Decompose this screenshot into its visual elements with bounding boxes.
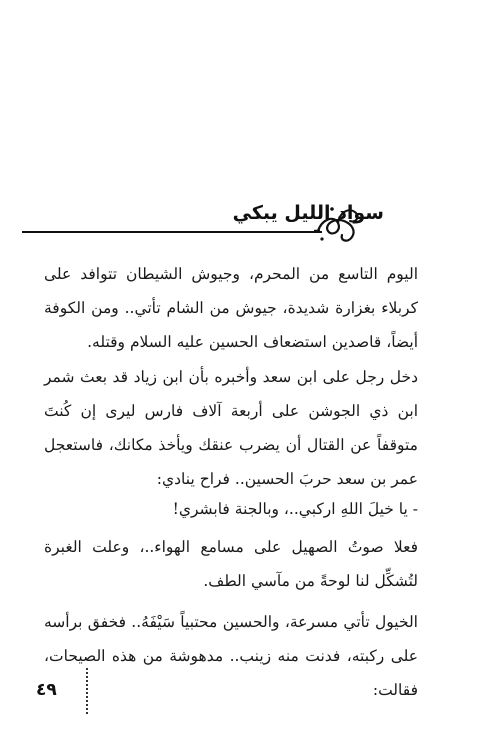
footer-dotted-rule [86,668,88,714]
chapter-title: سواد الليل يبكي [232,202,384,224]
paragraph-5: الخيول تأتي مسرعة، والحسين محتبياً سَيْفَهُ.. فخفق برأسه على ركبته، فدنت منه زينب.. مدهوشة من هذه الصيحات، فقالت: [44,613,418,699]
chapter-header [0,197,484,245]
quoted-call-line: - يا خيلَ اللهِ اركبي..، وبالجنة فابشري! [172,500,418,518]
page-number: ٤٩ [36,680,57,700]
header-rule [22,231,322,233]
paragraph-1: اليوم التاسع من المحرم، وجيوش الشيطان تتوافد على كربلاء بغزارة شديدة، جيوش من الشام تأتي.. ومن الكوفة أيضاً، قاصدين استضعاف الحسين عليه السلام وقتله. [44,265,418,351]
paragraph-4: فعلا صوتُ الصهيل على مسامع الهواء..، وعلت الغبرة لتُشكِّل لنا لوحةً من مآسي الطف. [44,538,418,590]
paragraph-2: دخل رجل على ابن سعد وأخبره بأن ابن زياد قد بعث شمر ابن ذي الجوشن على أربعة آلاف فارس ليرى إن كُنتَ متوقفاً عن القتال أن يضرب عنقك ويأخذ مكانك، فاستعجل عمر بن سعد حربَ الحسين.. فراح ينادي: [44,368,418,488]
